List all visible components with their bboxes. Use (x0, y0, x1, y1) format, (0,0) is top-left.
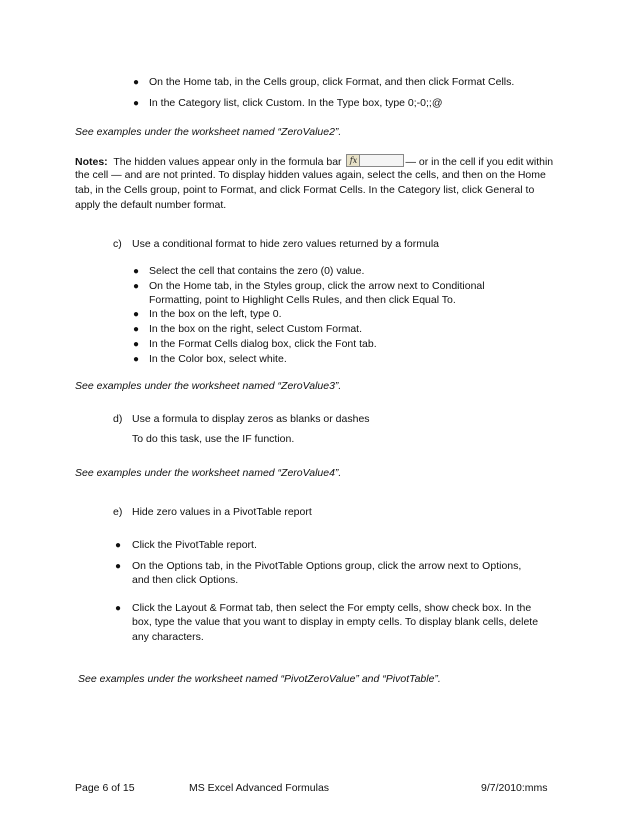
step-text: On the Options tab, in the PivotTable Options group, click the arrow next to Options, (132, 560, 522, 572)
step-text-continued: any characters. (132, 631, 204, 643)
step-text-continued: box, type the value that you want to display in empty cells. To display blank cells, delete (132, 616, 539, 628)
see-examples-zerovalue4: See examples under the worksheet named “ZeroValue4”. (75, 467, 342, 479)
notes-text: The hidden values appear only in the formula bar (113, 156, 342, 168)
section-e-marker: e) (113, 506, 123, 518)
section-c-marker: c) (113, 238, 122, 250)
notes-line-3: tab, in the Cells group, point to Format, and click Format Cells. In the Category list, click General to (75, 184, 535, 196)
section-d-heading: Use a formula to display zeros as blanks or dashes (132, 413, 370, 425)
step-text: On the Home tab, in the Cells group, click Format, and then click Format Cells. (149, 76, 515, 88)
footer-title: MS Excel Advanced Formulas (189, 782, 330, 794)
step-text-continued: and then click Options. (132, 574, 239, 586)
section-e-heading: Hide zero values in a PivotTable report (132, 506, 312, 518)
step-text-continued: Formatting, point to Highlight Cells Rules, and then click Equal To. (149, 294, 456, 306)
bullet: ● (115, 603, 122, 614)
step-text: On the Home tab, in the Styles group, click the arrow next to Conditional (149, 280, 485, 292)
step-text: Click the PivotTable report. (132, 539, 257, 551)
step-text: In the Category list, click Custom. In the Type box, type 0;-0;;@ (149, 97, 443, 109)
notes-line-2: the cell — and are not printed. To display hidden values again, select the cells, and then on the Home (75, 169, 546, 181)
bullet: ● (133, 77, 140, 88)
footer-date: 9/7/2010:mms (481, 782, 548, 794)
bullet: ● (133, 98, 140, 109)
footer-page-number: Page 6 of 15 (75, 782, 135, 794)
step-text: In the Format Cells dialog box, click the Font tab. (149, 338, 377, 350)
see-examples-pivot: See examples under the worksheet named “PivotZeroValue” and “PivotTable”. (78, 673, 441, 685)
bullet: ● (133, 339, 140, 350)
notes-line-4: apply the default number format. (75, 199, 227, 211)
fx-icon: fx (347, 155, 360, 166)
step-text: In the box on the right, select Custom Format. (149, 323, 363, 335)
bullet: ● (115, 561, 122, 572)
section-c-heading: Use a conditional format to hide zero values returned by a formula (132, 238, 439, 250)
bullet: ● (133, 324, 140, 335)
see-examples-zerovalue2: See examples under the worksheet named “ZeroValue2”. (75, 126, 342, 138)
notes-text-after: — or in the cell if you edit within (405, 156, 554, 168)
step-text: Select the cell that contains the zero (0) value. (149, 265, 365, 277)
bullet: ● (133, 266, 140, 277)
bullet: ● (115, 540, 122, 551)
step-text: In the box on the left, type 0. (149, 308, 282, 320)
section-d-marker: d) (113, 413, 123, 425)
step-text: Click the Layout & Format tab, then select the For empty cells, show check box. In the (132, 602, 532, 614)
formula-bar-image (346, 154, 404, 167)
bullet: ● (133, 354, 140, 365)
bullet: ● (133, 309, 140, 320)
notes-line-1 (75, 154, 553, 168)
notes-label: Notes: (75, 156, 108, 168)
step-text: In the Color box, select white. (149, 353, 287, 365)
bullet: ● (133, 281, 140, 292)
section-d-subtext: To do this task, use the IF function. (132, 433, 295, 445)
see-examples-zerovalue3: See examples under the worksheet named “ZeroValue3”. (75, 380, 342, 392)
